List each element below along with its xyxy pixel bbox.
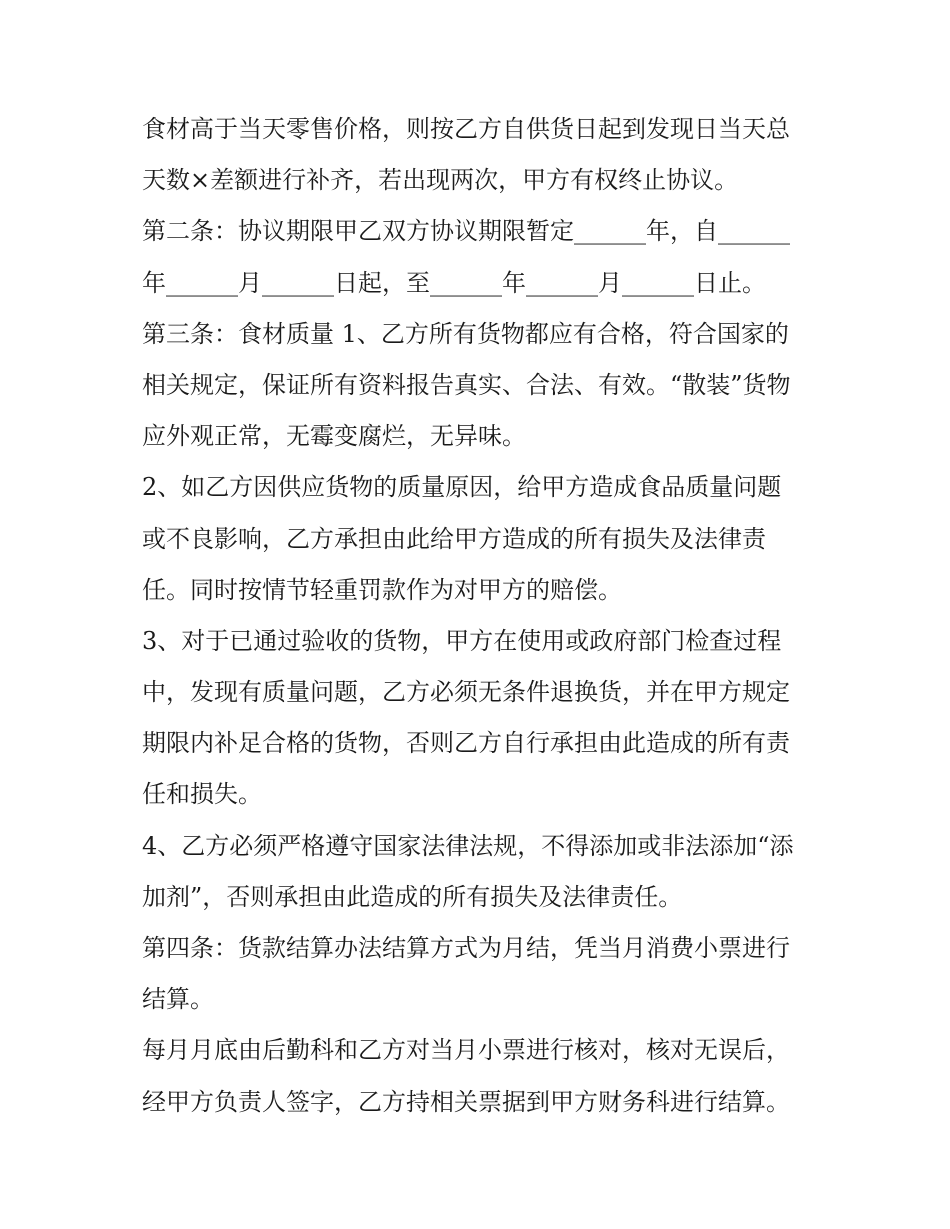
text-line: 中，发现有质量问题，乙方必须无条件退换货，并在甲方规定 <box>142 678 790 707</box>
text-line: 期限内补足合格的货物，否则乙方自行承担由此造成的所有责 <box>142 729 790 758</box>
text-line: 或不良影响，乙方承担由此给甲方造成的所有损失及法律责 <box>142 524 766 553</box>
text-line: 应外观正常，无霉变腐烂，无异味。 <box>142 422 526 451</box>
document-body <box>142 104 814 1128</box>
text-line: 第二条：协议期限甲乙双方协议期限暂定______年，自______ <box>142 217 790 246</box>
text-line: 经甲方负责人签字，乙方持相关票据到甲方财务科进行结算。 <box>142 1087 790 1116</box>
text-line: 年______月______日起，至______年______月______日止。 <box>142 268 766 297</box>
text-line: 2、如乙方因供应货物的质量原因，给甲方造成食品质量问题 <box>142 473 782 502</box>
text-line: 4、乙方必须严格遵守国家法律法规，不得添加或非法添加“添 <box>142 831 794 860</box>
text-line: 结算。 <box>142 985 214 1014</box>
text-line: 任。同时按情节轻重罚款作为对甲方的赔偿。 <box>142 575 622 604</box>
text-line: 3、对于已通过验收的货物，甲方在使用或政府部门检查过程 <box>142 626 782 655</box>
text-line: 加剂”，否则承担由此造成的所有损失及法律责任。 <box>142 882 683 911</box>
text-line: 相关规定，保证所有资料报告真实、合法、有效。“散装”货物 <box>142 370 791 399</box>
text-line: 第四条：货款结算办法结算方式为月结，凭当月消费小票进行 <box>142 934 790 962</box>
text-line: 天数×差额进行补齐，若出现两次，甲方有权终止协议。 <box>142 166 739 195</box>
text-line: 第三条：食材质量 1、乙方所有货物都应有合格，符合国家的 <box>142 319 789 348</box>
text-line: 任和损失。 <box>142 780 262 809</box>
text-line: 食材高于当天零售价格，则按乙方自供货日起到发现日当天总 <box>142 115 790 143</box>
text-line: 每月月底由后勤科和乙方对当月小票进行核对，核对无误后， <box>142 1036 790 1065</box>
